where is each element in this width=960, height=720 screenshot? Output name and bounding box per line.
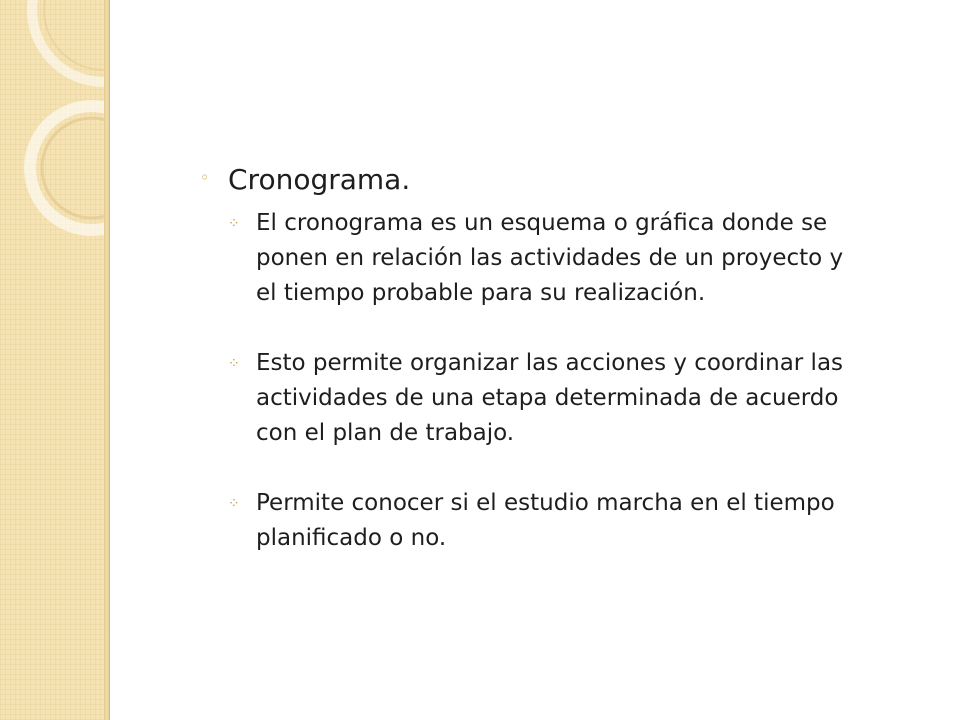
dotted-square-bullet-icon: ⁘: [228, 356, 240, 372]
item-line: Esto permite organizar las acciones y coordinar las: [256, 350, 844, 376]
decorative-circles: [0, 0, 104, 240]
list-item: [200, 486, 920, 556]
list-item: [200, 206, 920, 311]
item-line: actividades de una etapa determinada de acuerdo: [256, 385, 839, 411]
item-line: El cronograma es un esquema o gráfica donde se: [256, 210, 828, 236]
slide-heading: Cronograma.: [228, 163, 411, 196]
band-divider: [109, 0, 110, 720]
bullet-list: [200, 206, 920, 556]
ring-bullet-icon: ◦: [200, 168, 210, 187]
list-item: [200, 346, 920, 451]
heading-row: [200, 160, 920, 206]
item-line: Permite conocer si el estudio marcha en el tiempo: [256, 490, 835, 516]
item-line: el tiempo probable para su realización.: [256, 280, 706, 306]
decorative-ring-middle-inner: [42, 118, 104, 218]
item-line: planificado o no.: [256, 525, 447, 551]
dotted-square-bullet-icon: ⁘: [228, 216, 240, 232]
item-line: con el plan de trabajo.: [256, 420, 515, 446]
dotted-square-bullet-icon: ⁘: [228, 496, 240, 512]
item-line: ponen en relación las actividades de un proyecto y: [256, 245, 844, 271]
decorative-side-band: [0, 0, 104, 720]
slide-content: [200, 160, 920, 591]
